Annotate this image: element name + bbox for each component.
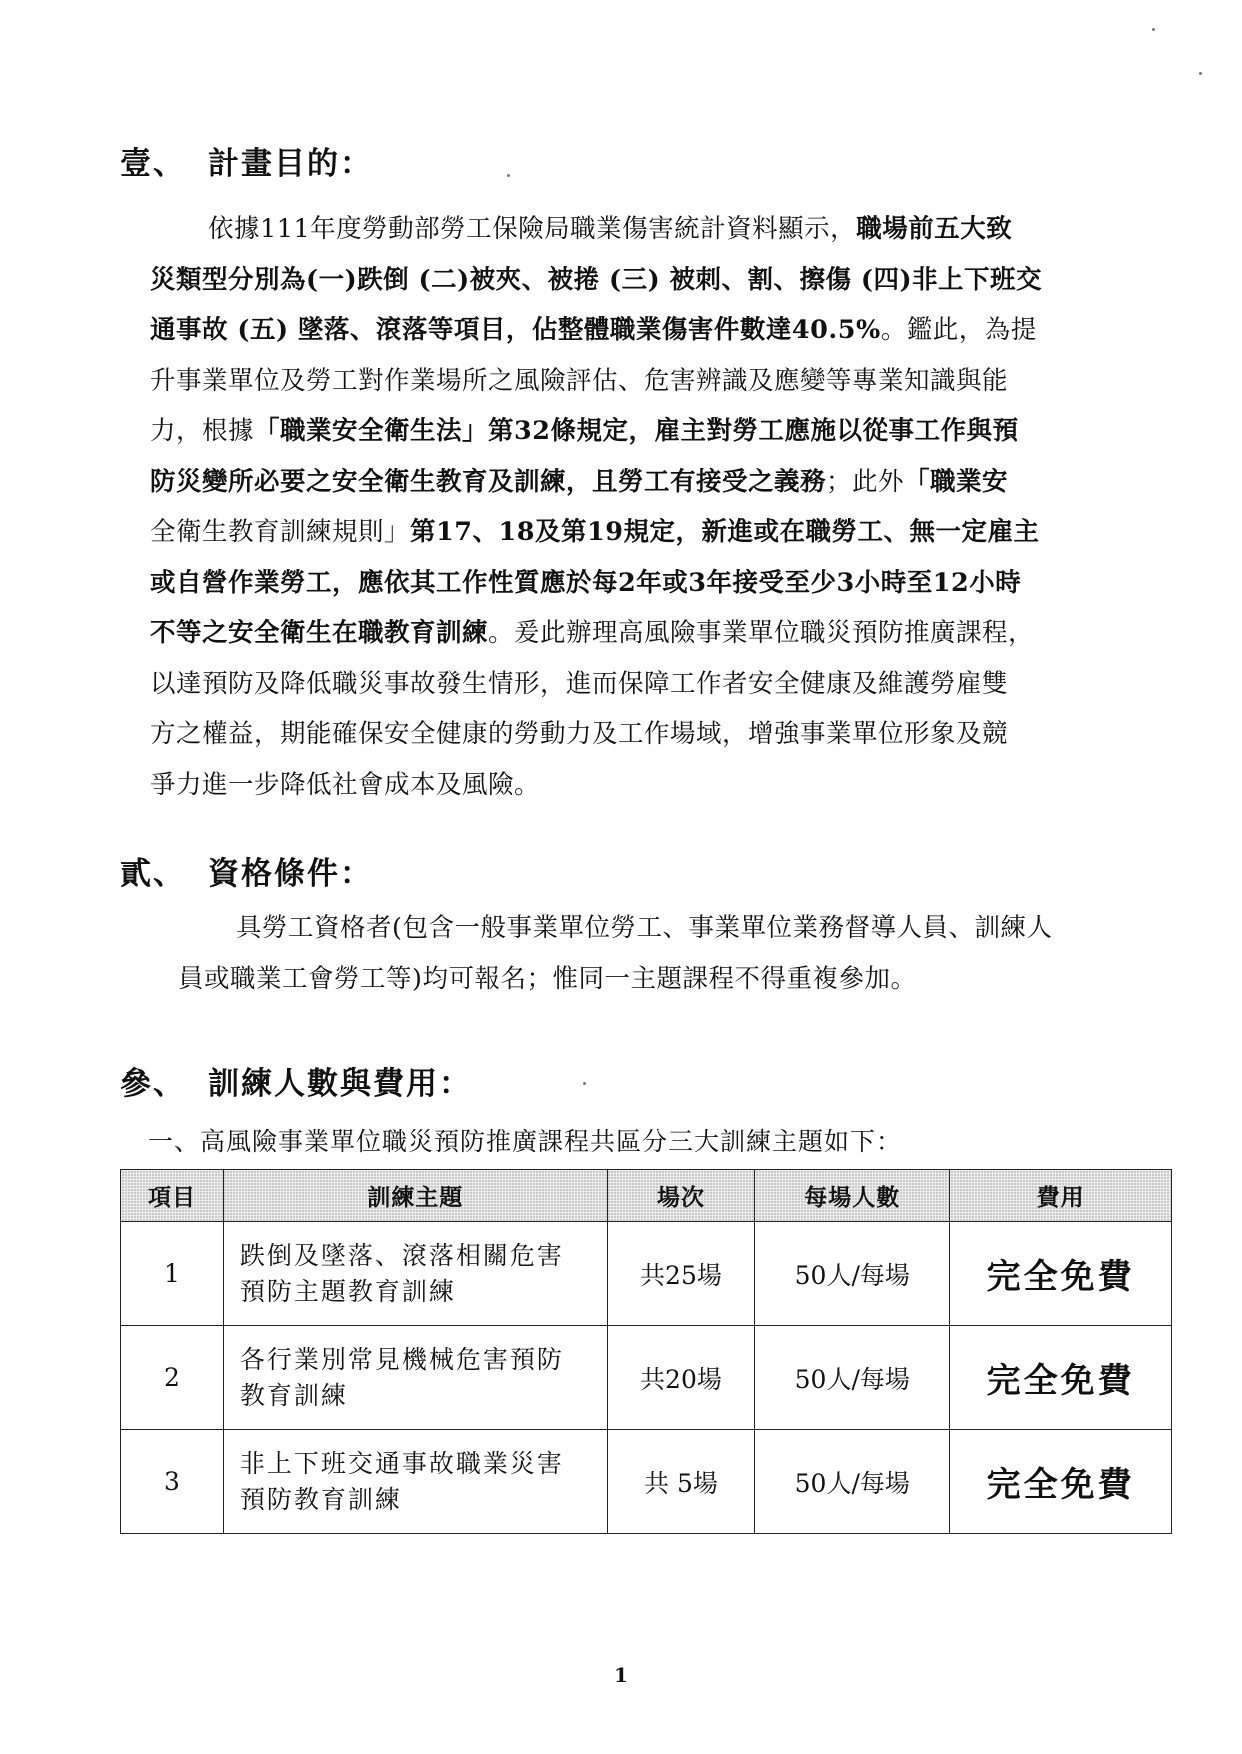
header-item: 項目 bbox=[121, 1170, 224, 1222]
paragraph-line bbox=[150, 558, 1110, 609]
row-topic-line2: 預防主題教育訓練 bbox=[239, 1276, 456, 1306]
row-topic bbox=[223, 1326, 607, 1430]
row-fee: 完全免費 bbox=[950, 1430, 1172, 1534]
paragraph-line bbox=[150, 608, 1110, 659]
text-run: 升事業單位及勞工對作業場所之風險評估、危害辨識及應變等專業知識與能 bbox=[150, 365, 1009, 396]
course-table bbox=[120, 1169, 1172, 1534]
row-sessions: 共 5場 bbox=[607, 1430, 755, 1534]
row-people: 50人/每場 bbox=[755, 1222, 950, 1326]
paragraph-line bbox=[178, 903, 1118, 954]
bold-text: 「職業安全衛生法」第32條規定，雇主對勞工應施以從事工作與預 bbox=[254, 416, 1019, 446]
paragraph-line bbox=[150, 507, 1110, 558]
row-people: 50人/每場 bbox=[755, 1430, 950, 1534]
bold-text: 職場前五大致 bbox=[856, 214, 1013, 244]
bold-text: 或自營作業勞工，應依其工作性質應於每2年或3年接受至少3小時至12小時 bbox=[150, 567, 1022, 598]
section3-number: 參、 bbox=[120, 1066, 186, 1102]
row-topic-line2: 預防教育訓練 bbox=[239, 1484, 402, 1514]
paragraph-line bbox=[150, 659, 1110, 710]
header-sessions: 場次 bbox=[607, 1170, 755, 1222]
paragraph-line bbox=[150, 760, 1110, 811]
header-topic: 訓練主題 bbox=[223, 1170, 607, 1222]
paragraph-line bbox=[150, 305, 1110, 356]
header-people: 每場人數 bbox=[755, 1170, 950, 1222]
row-number: 1 bbox=[121, 1222, 224, 1326]
row-topic-line1: 各行業別常見機械危害預防 bbox=[239, 1344, 564, 1374]
row-sessions: 共25場 bbox=[607, 1222, 755, 1326]
table-row bbox=[121, 1222, 1172, 1326]
section1-title: 計畫目的： bbox=[208, 146, 373, 182]
text-run: 以達預防及降低職災事故發生情形，進而保障工作者安全健康及維護勞雇雙 bbox=[150, 668, 1009, 699]
paragraph-line bbox=[150, 709, 1110, 760]
text-run: ；此外 bbox=[826, 466, 905, 497]
text-run: 力，根據 bbox=[150, 416, 255, 446]
page-number: 1 bbox=[614, 1663, 628, 1687]
section2-heading bbox=[120, 848, 373, 893]
section1-number: 壹、 bbox=[120, 146, 186, 182]
text-run: 。爰此辦理高風險事業單位職災預防推廣課程， bbox=[488, 618, 1035, 648]
text-run: 爭力進一步降低社會成本及風險。 bbox=[150, 769, 541, 800]
scan-speck bbox=[1152, 28, 1155, 31]
bold-text: 不等之安全衛生在職教育訓練 bbox=[150, 618, 489, 648]
text-run: 方之權益，期能確保安全健康的勞動力及工作場域，增強事業單位形象及競 bbox=[150, 719, 1009, 749]
row-fee: 完全免費 bbox=[950, 1222, 1172, 1326]
scan-speck bbox=[507, 174, 510, 177]
scan-speck bbox=[583, 1082, 586, 1085]
row-topic-line1: 非上下班交通事故職業災害 bbox=[239, 1448, 564, 1478]
bold-text: 防災變所必要之安全衛生教育及訓練，且勞工有接受之義務 bbox=[150, 466, 827, 497]
header-fee: 費用 bbox=[950, 1170, 1172, 1222]
text-run: 員或職業工會勞工等)均可報名；惟同一主題課程不得重複參加。 bbox=[178, 963, 917, 994]
row-topic-line2: 教育訓練 bbox=[239, 1380, 348, 1410]
row-people: 50人/每場 bbox=[755, 1326, 950, 1430]
row-topic-line1: 跌倒及墜落、滾落相關危害 bbox=[239, 1240, 564, 1270]
row-fee: 完全免費 bbox=[950, 1326, 1172, 1430]
section3-heading bbox=[120, 1058, 472, 1103]
paragraph-line bbox=[150, 457, 1110, 508]
row-number: 2 bbox=[121, 1326, 224, 1430]
text-run: 全衛生教育訓練規則」 bbox=[150, 517, 411, 547]
section1-heading bbox=[120, 138, 373, 183]
paragraph-line bbox=[150, 406, 1110, 457]
paragraph-line bbox=[178, 954, 1118, 1005]
paragraph-line bbox=[150, 204, 1110, 255]
section3-subheading: 一、高風險事業單位職災預防推廣課程共區分三大訓練主題如下： bbox=[148, 1127, 903, 1156]
text-run: 。鑑此，為提 bbox=[880, 315, 1037, 345]
section3-title: 訓練人數與費用： bbox=[208, 1066, 472, 1102]
section2-paragraph bbox=[178, 903, 1118, 1004]
scan-speck bbox=[1199, 72, 1202, 75]
bold-text: 「職業安 bbox=[904, 466, 1009, 497]
table-row bbox=[121, 1326, 1172, 1430]
bold-text: 第17、18及第19規定，新進或在職勞工、無一定雇主 bbox=[410, 517, 1040, 547]
table-header-row bbox=[121, 1170, 1172, 1222]
bold-text: 災類型分別為(一)跌倒 (二)被夾、被捲 (三) 被刺、割、擦傷 (四)非上下班交 bbox=[150, 264, 1043, 295]
bold-text: 通事故 (五) 墜落、滾落等項目，佔整體職業傷害件數達40.5% bbox=[150, 315, 881, 345]
row-sessions: 共20場 bbox=[607, 1326, 755, 1430]
table-row bbox=[121, 1430, 1172, 1534]
text-run: 依據111年度勞動部勞工保險局職業傷害統計資料顯示， bbox=[208, 214, 857, 244]
section2-number: 貳、 bbox=[120, 856, 186, 892]
row-topic bbox=[223, 1222, 607, 1326]
paragraph-line bbox=[150, 356, 1110, 407]
row-topic bbox=[223, 1430, 607, 1534]
section1-paragraph bbox=[150, 204, 1110, 810]
section2-title: 資格條件： bbox=[208, 856, 373, 892]
row-number: 3 bbox=[121, 1430, 224, 1534]
paragraph-line bbox=[150, 255, 1110, 306]
text-run: 具勞工資格者(包含一般事業單位勞工、事業單位業務督導人員、訓練人 bbox=[236, 913, 1053, 943]
